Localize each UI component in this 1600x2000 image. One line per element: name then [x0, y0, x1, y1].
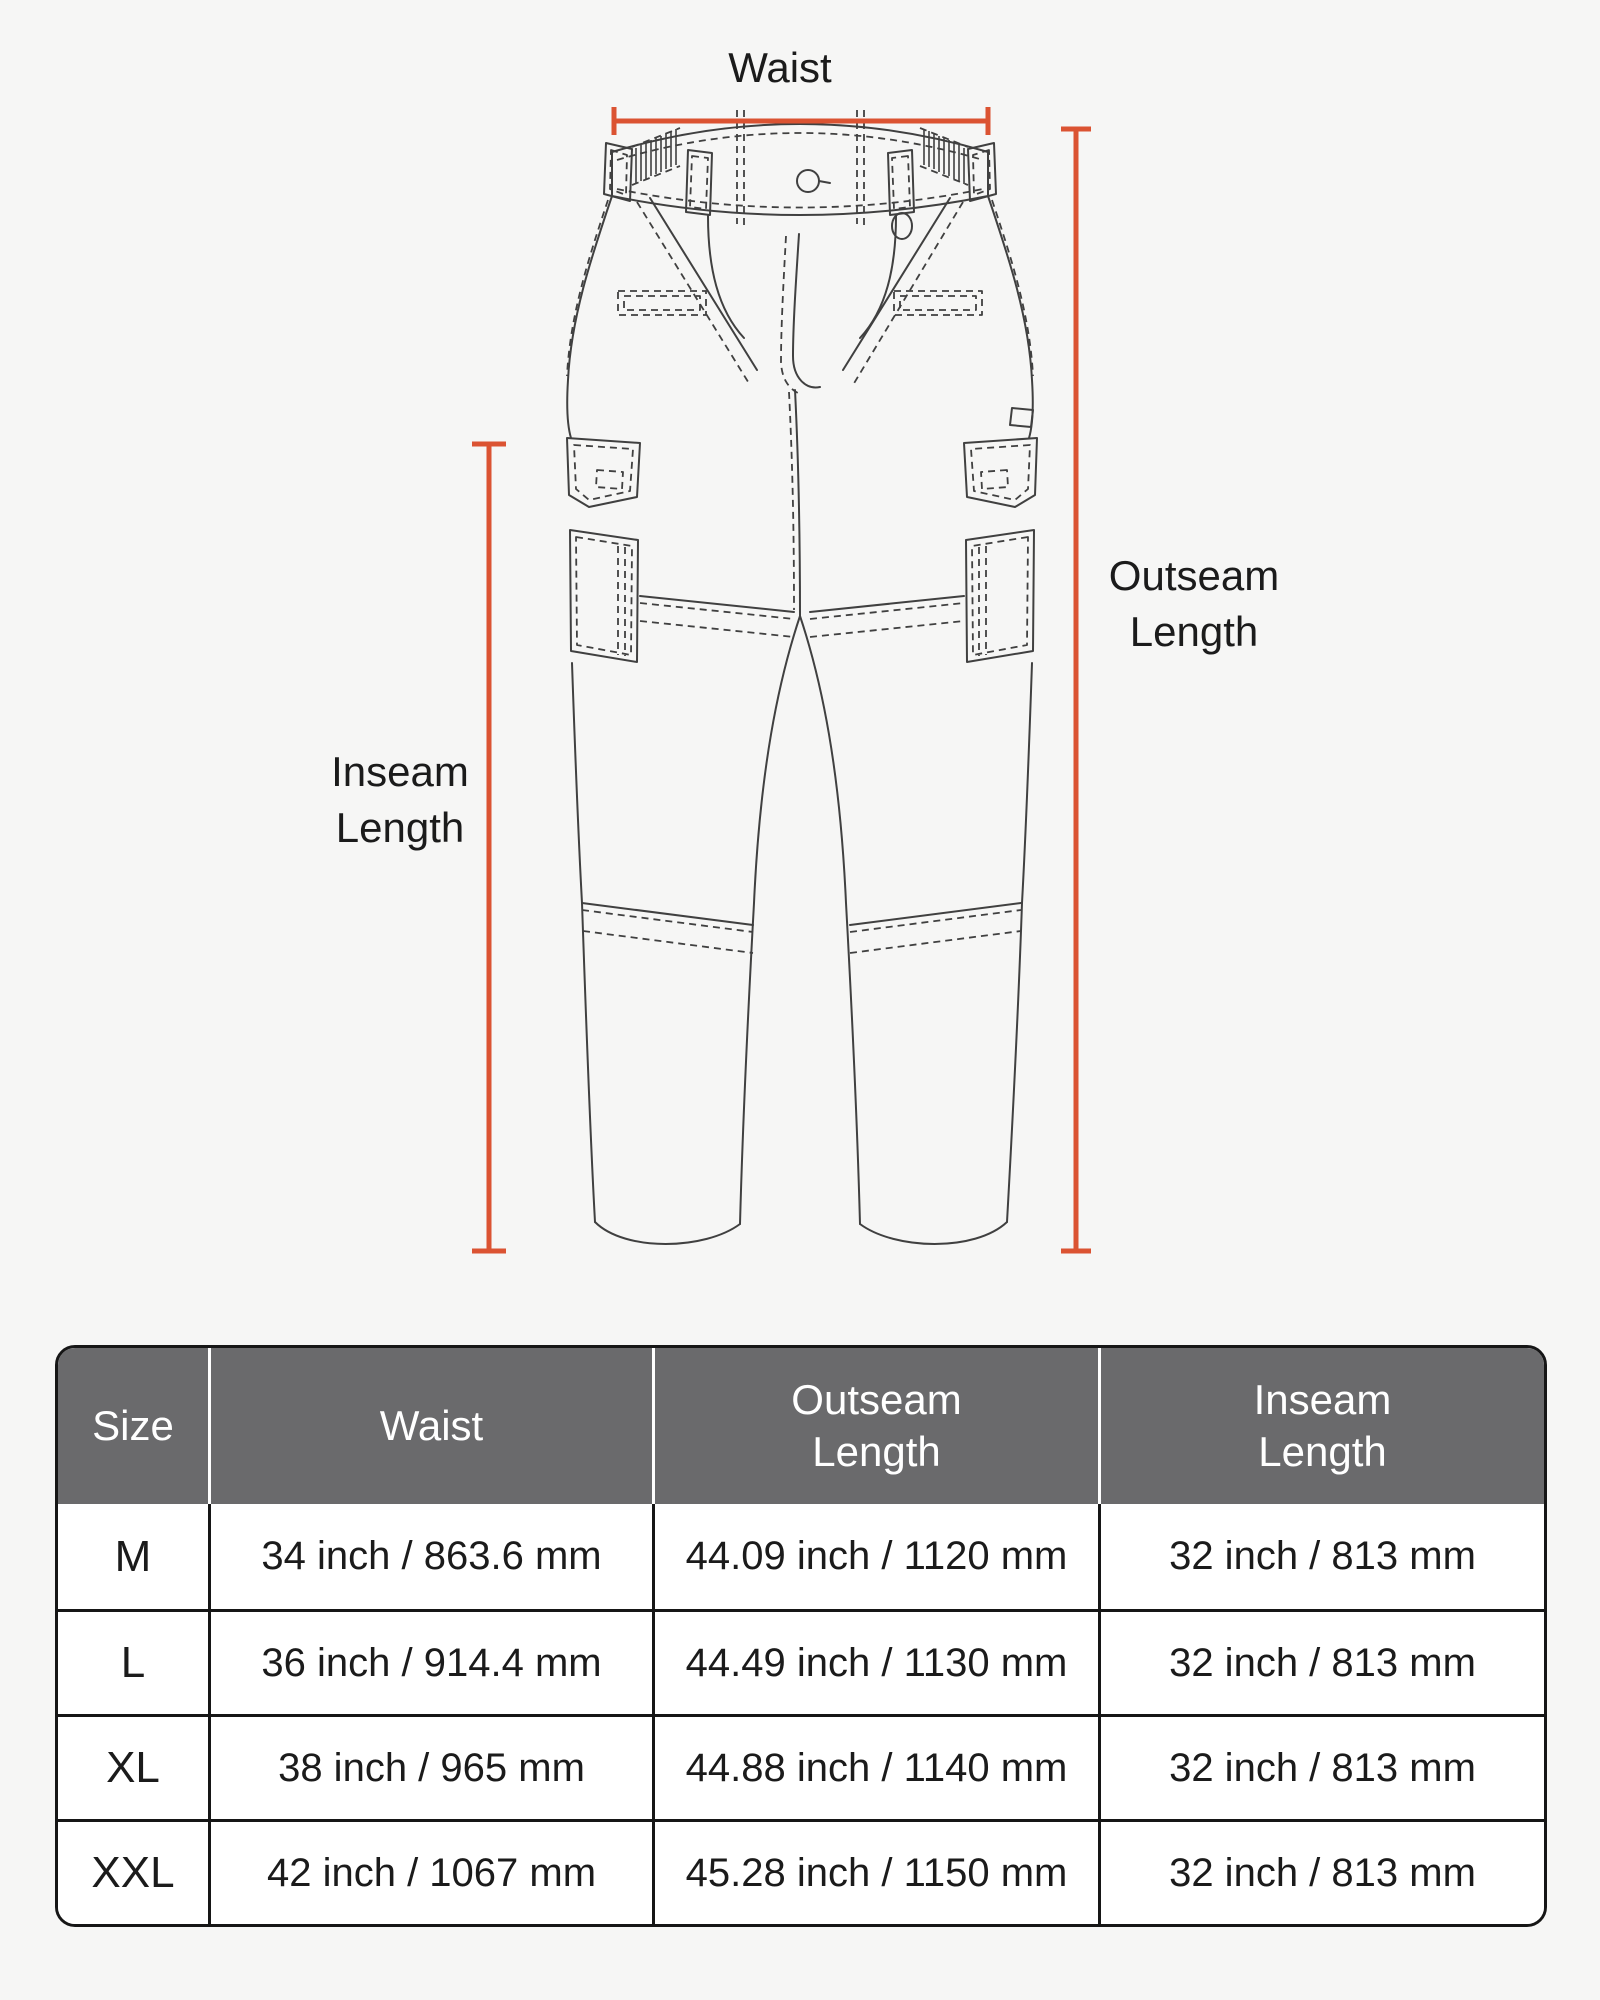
- row-m-outseam: 44.09 inch / 1120 mm: [655, 1504, 1101, 1609]
- row-m-size: M: [58, 1504, 211, 1609]
- row-l-size: L: [58, 1609, 211, 1714]
- header-inseam-length: Inseam Length: [1101, 1348, 1544, 1504]
- row-xl-outseam: 44.88 inch / 1140 mm: [655, 1714, 1101, 1819]
- row-xl-inseam: 32 inch / 813 mm: [1101, 1714, 1544, 1819]
- row-m-waist: 34 inch / 863.6 mm: [211, 1504, 655, 1609]
- waist-button: [797, 170, 819, 192]
- row-xxl-size: XXL: [58, 1819, 211, 1924]
- outseam-measurement-line: [1061, 129, 1091, 1251]
- row-xl-waist: 38 inch / 965 mm: [211, 1714, 655, 1819]
- inseam-length-label: Inseam Length: [331, 748, 469, 851]
- outseam-length-label: Outseam Length: [1108, 552, 1280, 655]
- row-xxl-outseam: 45.28 inch / 1150 mm: [655, 1819, 1101, 1924]
- row-l-waist: 36 inch / 914.4 mm: [211, 1609, 655, 1714]
- row-l-inseam: 32 inch / 813 mm: [1101, 1609, 1544, 1714]
- header-waist: Waist: [211, 1348, 655, 1504]
- header-size: Size: [58, 1348, 211, 1504]
- row-l-outseam: 44.49 inch / 1130 mm: [655, 1609, 1101, 1714]
- waist-measurement-line: [614, 107, 988, 135]
- row-xxl-waist: 42 inch / 1067 mm: [211, 1819, 655, 1924]
- waist-label: Waist: [728, 44, 832, 91]
- row-xxl-inseam: 32 inch / 813 mm: [1101, 1819, 1544, 1924]
- cargo-pocket-left: [567, 438, 640, 662]
- cargo-pocket-right: [964, 438, 1037, 662]
- row-m-inseam: 32 inch / 813 mm: [1101, 1504, 1544, 1609]
- size-table: [55, 1345, 1547, 1927]
- header-outseam-length: Outseam Length: [655, 1348, 1101, 1504]
- row-xl-size: XL: [58, 1714, 211, 1819]
- cargo-pants-illustration: [567, 110, 1037, 1244]
